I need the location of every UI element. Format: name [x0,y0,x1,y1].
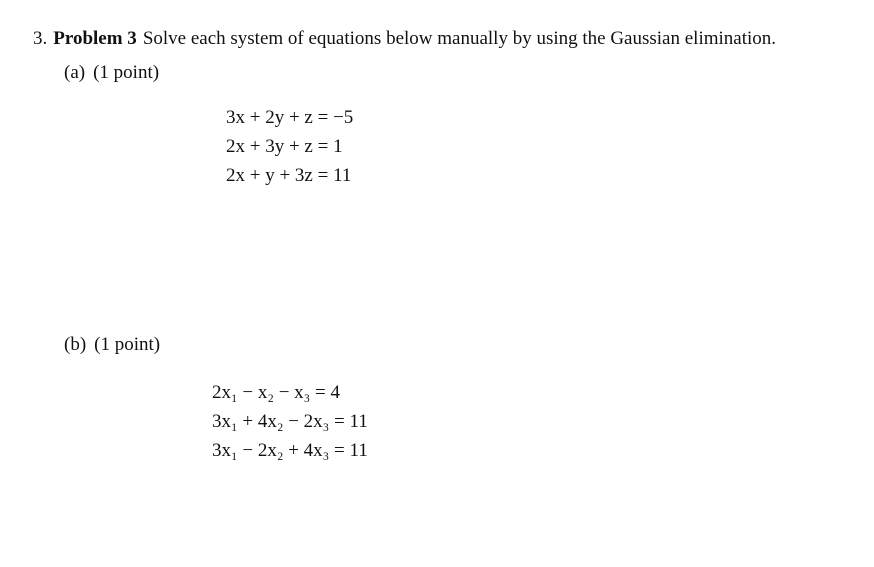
equation: 2x + 3y + z = 1 [226,136,343,157]
problem-instruction: Solve each system of equations below manually by using the Gaussian elimination. [142,28,777,49]
part-b-label: (b) [64,334,87,355]
part-b-equation-system [212,378,368,465]
part-a-label: (a) [64,62,86,83]
part-b-heading [64,334,160,356]
problem-number: 3. [33,28,48,49]
part-a-points: (1 point) [93,62,160,83]
part-a-heading [64,62,159,84]
equation: 3x₁ − 2x₂ + 4x₃ = 11 [212,440,368,461]
part-b-points: (1 point) [94,334,161,355]
part-a-equation-system [226,103,353,190]
equation: 3x + 2y + z = −5 [226,107,354,128]
equation: 2x + y + 3z = 11 [226,165,352,186]
equation: 3x₁ + 4x₂ − 2x₃ = 11 [212,411,368,432]
problem-heading [33,28,776,50]
equation: 2x₁ − x₂ − x₃ = 4 [212,382,341,403]
problem-title: Problem 3 [53,28,137,49]
